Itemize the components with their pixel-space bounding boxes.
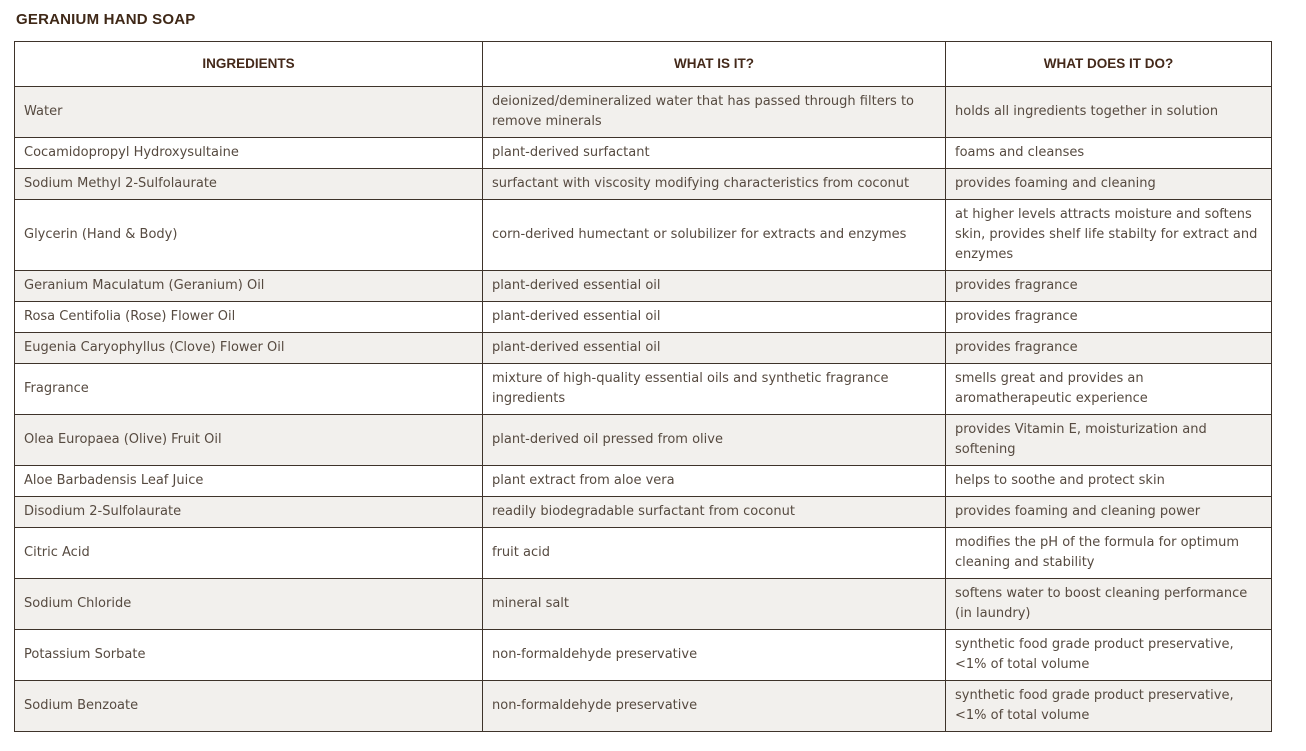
column-header-what-does-it-do: WHAT DOES IT DO?: [946, 42, 1272, 87]
table-row: [15, 169, 1272, 200]
table-row: [15, 271, 1272, 302]
ingredient-cell: Potassium Sorbate: [15, 630, 483, 681]
what-does-it-do-cell: foams and cleanses: [946, 138, 1272, 169]
ingredients-table-body: [15, 87, 1272, 732]
what-is-it-cell: readily biodegradable surfactant from coconut: [483, 497, 946, 528]
what-is-it-cell: non-formaldehyde preservative: [483, 681, 946, 732]
ingredient-cell: Rosa Centifolia (Rose) Flower Oil: [15, 302, 483, 333]
what-is-it-cell: surfactant with viscosity modifying characteristics from coconut: [483, 169, 946, 200]
ingredient-cell: Olea Europaea (Olive) Fruit Oil: [15, 415, 483, 466]
ingredient-cell: Sodium Chloride: [15, 579, 483, 630]
what-is-it-cell: mixture of high-quality essential oils and synthetic fragrance ingredients: [483, 364, 946, 415]
what-is-it-cell: plant-derived oil pressed from olive: [483, 415, 946, 466]
what-is-it-cell: mineral salt: [483, 579, 946, 630]
what-does-it-do-cell: softens water to boost cleaning performance (in laundry): [946, 579, 1272, 630]
what-does-it-do-cell: holds all ingredients together in solution: [946, 87, 1272, 138]
table-header-row: [15, 42, 1272, 87]
table-row: [15, 200, 1272, 271]
ingredient-cell: Fragrance: [15, 364, 483, 415]
what-is-it-cell: corn-derived humectant or solubilizer for extracts and enzymes: [483, 200, 946, 271]
ingredient-cell: Sodium Methyl 2-Sulfolaurate: [15, 169, 483, 200]
table-row: [15, 579, 1272, 630]
what-does-it-do-cell: provides foaming and cleaning: [946, 169, 1272, 200]
what-does-it-do-cell: provides Vitamin E, moisturization and softening: [946, 415, 1272, 466]
what-is-it-cell: plant-derived essential oil: [483, 271, 946, 302]
column-header-what-is-it: WHAT IS IT?: [483, 42, 946, 87]
ingredient-cell: Aloe Barbadensis Leaf Juice: [15, 466, 483, 497]
table-row: [15, 497, 1272, 528]
what-does-it-do-cell: modifies the pH of the formula for optimum cleaning and stability: [946, 528, 1272, 579]
what-does-it-do-cell: provides foaming and cleaning power: [946, 497, 1272, 528]
ingredient-cell: Cocamidopropyl Hydroxysultaine: [15, 138, 483, 169]
ingredient-cell: Eugenia Caryophyllus (Clove) Flower Oil: [15, 333, 483, 364]
ingredient-cell: Geranium Maculatum (Geranium) Oil: [15, 271, 483, 302]
column-header-ingredients: INGREDIENTS: [15, 42, 483, 87]
what-does-it-do-cell: synthetic food grade product preservative, <1% of total volume: [946, 681, 1272, 732]
table-row: [15, 630, 1272, 681]
ingredient-cell: Sodium Benzoate: [15, 681, 483, 732]
table-row: [15, 302, 1272, 333]
what-is-it-cell: plant-derived essential oil: [483, 302, 946, 333]
table-row: [15, 364, 1272, 415]
ingredient-cell: Citric Acid: [15, 528, 483, 579]
table-row: [15, 466, 1272, 497]
ingredient-cell: Glycerin (Hand & Body): [15, 200, 483, 271]
ingredients-table: [14, 41, 1272, 732]
what-does-it-do-cell: smells great and provides an aromatherapeutic experience: [946, 364, 1272, 415]
what-does-it-do-cell: provides fragrance: [946, 302, 1272, 333]
what-does-it-do-cell: provides fragrance: [946, 333, 1272, 364]
ingredient-cell: Disodium 2-Sulfolaurate: [15, 497, 483, 528]
ingredient-cell: Water: [15, 87, 483, 138]
table-row: [15, 138, 1272, 169]
what-is-it-cell: deionized/demineralized water that has passed through filters to remove minerals: [483, 87, 946, 138]
what-does-it-do-cell: synthetic food grade product preservative, <1% of total volume: [946, 630, 1272, 681]
what-is-it-cell: fruit acid: [483, 528, 946, 579]
table-row: [15, 87, 1272, 138]
page-title: GERANIUM HAND SOAP: [16, 11, 196, 28]
table-row: [15, 528, 1272, 579]
what-does-it-do-cell: provides fragrance: [946, 271, 1272, 302]
what-is-it-cell: plant-derived essential oil: [483, 333, 946, 364]
table-row: [15, 415, 1272, 466]
what-is-it-cell: non-formaldehyde preservative: [483, 630, 946, 681]
what-does-it-do-cell: at higher levels attracts moisture and softens skin, provides shelf life stabilty for extract and enzymes: [946, 200, 1272, 271]
what-is-it-cell: plant extract from aloe vera: [483, 466, 946, 497]
what-does-it-do-cell: helps to soothe and protect skin: [946, 466, 1272, 497]
what-is-it-cell: plant-derived surfactant: [483, 138, 946, 169]
table-row: [15, 333, 1272, 364]
table-row: [15, 681, 1272, 732]
